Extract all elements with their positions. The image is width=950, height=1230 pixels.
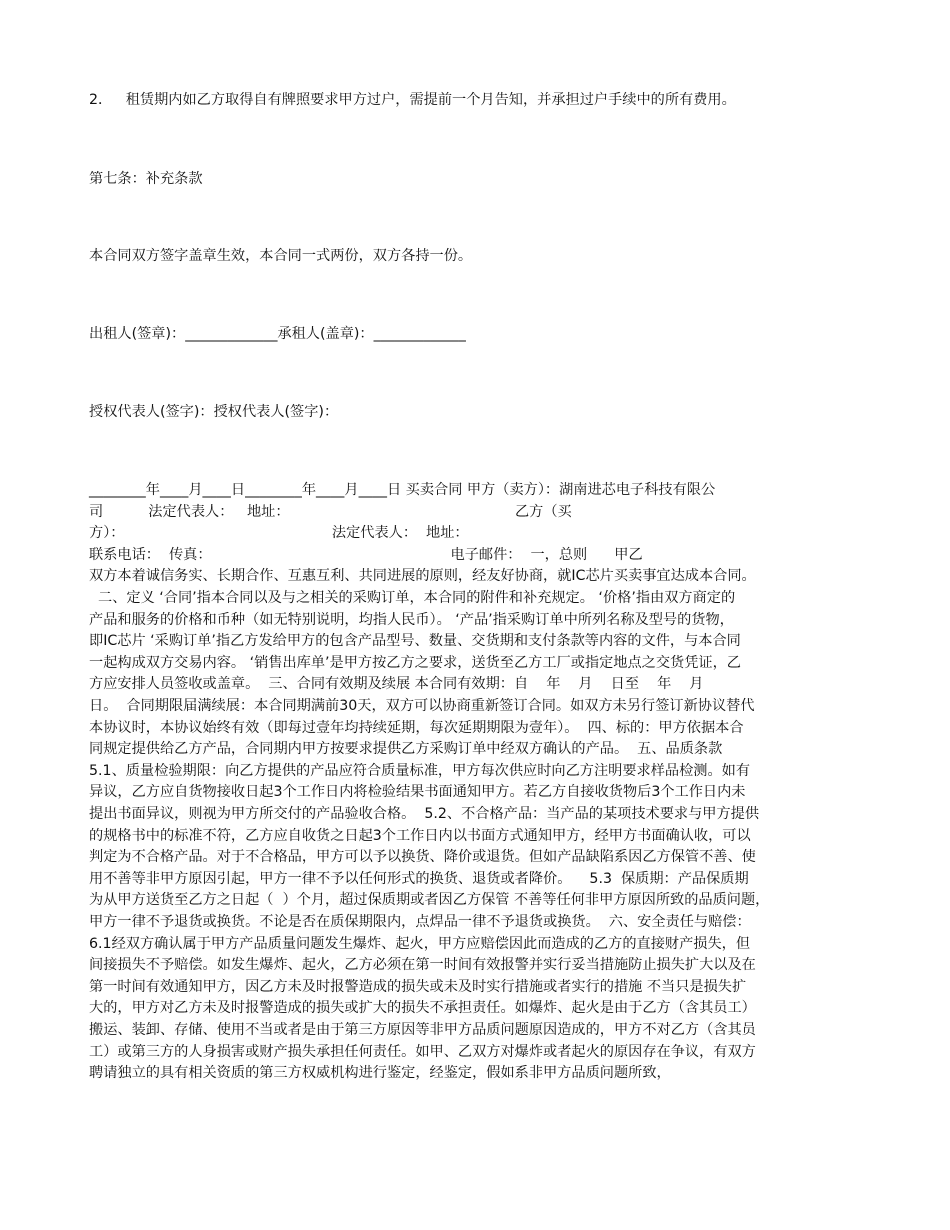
body-line: 大的，甲方对乙方未及时报警造成的损失或扩大的损失不承担责任。如爆炸、起火是由于乙方（含其员工） — [89, 1000, 756, 1017]
body-line: 异议，乙方应自货物接收日起3个工作日内将检验结果书面通知甲方。若乙方自接收货物后3个工作日内未 — [89, 784, 746, 801]
body-line: 工）或第三方的人身损害或财产损失承担任何责任。如甲、乙双方对爆炸或者起火的原因存在争议，有双方 — [89, 1043, 756, 1060]
body-line: 搬运、装卸、存储、使用不当或者是由于第三方原因等非甲方品质问题原因造成的，甲方不对乙方（含其员 — [89, 1022, 756, 1038]
body-line: 第一时间有效通知甲方，因乙方未及时报警造成的损失或未及时实行措施或者实行的措施 不当只是损失扩 — [89, 978, 747, 995]
signature-line: 出租人(签章)：_____________承租人(盖章)：_____________ — [89, 326, 466, 342]
body-line: 双方本着诚信务实、长期合作、互惠互利、共同进展的原则，经友好协商，就IC芯片买卖事宜达成本合同。 — [89, 568, 756, 585]
body-line: 日。 合同期限届满续展：本合同期满前30天，双方可以协商重新签订合同。如双方未另行签订新协议替代 — [89, 698, 755, 714]
authorized-representative-line: 授权代表人(签字)：授权代表人(签字)： — [89, 404, 339, 420]
body-line: 方）： 法定代表人： 地址： — [89, 525, 469, 542]
body-line: 用不善等非甲方原因引起，甲方一律不予以任何形式的换货、退货或者降价。 5.3 保质期：产品保质期 — [89, 870, 749, 887]
body-line: 提出书面异议，则视为甲方所交付的产品验收合格。 5.2、不合格产品：当产品的某项技术要求与甲方提供 — [89, 806, 760, 822]
effective-clause: 本合同双方签字盖章生效，本合同一式两份，双方各持一份。 — [89, 248, 473, 264]
body-line: 产品和服务的价格和币种（如无特别说明，均指人民币）。 ‘产品’指采购订单中所列名称及型号的货物， — [89, 611, 734, 628]
body-line: 的规格书中的标准不符，乙方应自收货之日起3个工作日内以书面方式通知甲方，经甲方书面确认收，可以 — [89, 827, 751, 844]
body-line: 即IC芯片 ‘采购订单’指乙方发给甲方的包含产品型号、数量、交货期和支付条款等内容的文件，与本合同 — [89, 633, 741, 650]
body-line: 司 法定代表人： 地址： 乙方（买 — [89, 503, 572, 520]
article-7-heading: 第七条：补充条款 — [89, 171, 203, 187]
body-line: ________年____月____日________年____月____日 买卖合同 甲方（卖方）：湖南进芯电子科技有限公 — [89, 482, 716, 498]
body-line: 判定为不合格产品。对于不合格品，甲方可以予以换货、降价或退货。但如产品缺陷系因乙方保管不善、使 — [89, 849, 756, 866]
body-line: 方应安排人员签收或盖章。 三、合同有效期及续展 本合同有效期：自 年 月 日至 年 月 — [89, 676, 704, 693]
body-line: 间接损失不予赔偿。如发生爆炸、起火，乙方必须在第一时间有效报警并实行妥当措施防止损失扩大以及在 — [89, 957, 756, 974]
body-line: 联系电话： 传真： 电子邮件： 一，总则 甲乙 — [89, 546, 643, 563]
body-line: 为从甲方送货至乙方之日起（ ）个月，超过保质期或者因乙方保管 不善等任何非甲方原因所致的品质问题， — [89, 892, 770, 909]
body-line: 6.1经双方确认属于甲方产品质量问题发生爆炸、起火，甲方应赔偿因此而造成的乙方的直接财产损失，但 — [89, 935, 751, 952]
lease-transfer-paragraph: 2． 租赁期内如乙方取得自有牌照要求甲方过户，需提前一个月告知，并承担过户手续中的所有费用。 — [89, 92, 736, 108]
body-line: 本协议时，本协议始终有效（即每过壹年均持续延期，每次延期期限为壹年）。 四、标的：甲方依据本合 — [89, 719, 744, 736]
body-line: 甲方一律不予退货或换货。不论是否在质保期限内，点焊品一律不予退货或换货。 六、安全责任与赔偿： — [89, 914, 751, 930]
body-line: 一起构成双方交易内容。 ‘销售出库单’是甲方按乙方之要求，送货至乙方工厂或指定地点之交货凭证，乙 — [89, 654, 741, 671]
body-line: 二、定义 ‘合同’指本合同以及与之相关的采购订单，本合同的附件和补充规定。 ‘价格’指由双方商定的 — [89, 590, 736, 606]
body-line: 聘请独立的具有相关资质的第三方权威机构进行鉴定，经鉴定，假如系非甲方品质问题所致， — [89, 1065, 671, 1082]
body-line: 同规定提供给乙方产品，合同期内甲方按要求提供乙方采购订单中经双方确认的产品。 五、品质条款 — [89, 741, 723, 758]
body-line: 5.1、质量检验期限：向乙方提供的产品应符合质量标准，甲方每次供应时向乙方注明要求样品检测。如有 — [89, 762, 751, 779]
